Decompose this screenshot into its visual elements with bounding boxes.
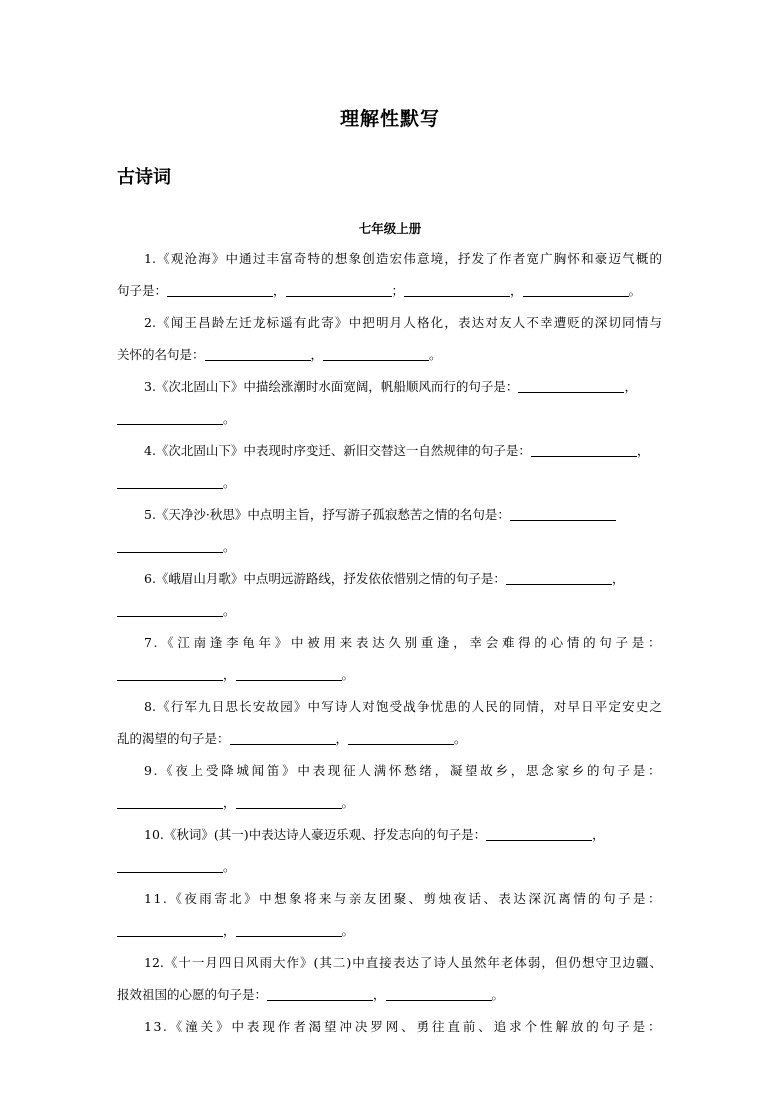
question-list [117,246,662,1078]
answer-line: 。 [117,406,662,432]
question-text: 6.《峨眉山月歌》中点明远游路线，抒发依依惜别之情的句子是： ， [144,571,625,586]
answer-blank[interactable] [117,474,223,489]
question-9 [117,758,662,822]
answer-blank[interactable] [510,506,616,521]
answer-blank[interactable] [117,602,223,617]
question-4 [117,438,662,502]
answer-blank[interactable] [167,282,273,297]
question-5 [117,502,662,566]
question-text: 13.《潼关》中表现作者渴望冲决罗网、勇往直前、追求个性解放的句子是： [144,1019,662,1034]
answer-blank[interactable] [323,346,429,361]
answer-blank[interactable] [506,570,612,585]
answer-blank[interactable] [404,282,510,297]
answer-line: 。 [117,598,662,624]
answer-line: 。 [117,534,662,560]
question-12 [117,950,662,1014]
question-10 [117,822,662,886]
answer-line: ， 。 [117,662,662,688]
answer-line: 。 [117,470,662,496]
question-text: 7.《江南逢李龟年》中被用来表达久别重逢，幸会难得的心情的句子是： [144,635,662,650]
question-text: 12.《十一月四日风雨大作》(其二)中直接表达了诗人虽然年老体弱，但仍想守卫边疆、 [144,955,662,970]
question-text: 9.《夜上受降城闻笛》中表现征人满怀愁绪，凝望故乡，思念家乡的句子是： [144,763,662,778]
answer-line: 句子是： ， ； ， 。 [117,283,642,298]
answer-blank[interactable] [117,922,223,937]
answer-line: ， 。 [117,918,662,944]
answer-line: 报效祖国的心愿的句子是： ， 。 [117,987,505,1002]
answer-line: 乱的渴望的句子是： ， 。 [117,731,467,746]
answer-blank[interactable] [117,858,223,873]
question-text: 1.《观沧海》中通过丰富奇特的想象创造宏伟意境，抒发了作者宽广胸怀和豪迈气概的 [144,251,662,266]
answer-line: 关怀的名句是： ， 。 [117,347,442,362]
question-3 [117,374,662,438]
answer-blank[interactable] [230,730,336,745]
answer-blank[interactable] [486,826,592,841]
question-6 [117,566,662,630]
answer-blank[interactable] [236,794,342,809]
answer-prefix: 关怀的名句是： [117,347,205,362]
page-title: 理解性默写 [339,108,440,130]
section-heading: 古诗词 [117,167,171,188]
question-text: 11.《夜雨寄北》中想象将来与亲友团聚、剪烛夜话、表达深沉离情的句子是： [144,891,662,906]
question-text: 4.《次北固山下》中表现时序变迁、新旧交替这一自然规律的句子是： ， [144,443,650,458]
answer-blank[interactable] [205,346,311,361]
answer-blank[interactable] [117,666,223,681]
answer-blank[interactable] [386,986,492,1001]
question-11 [117,886,662,950]
answer-blank[interactable] [286,282,392,297]
answer-prefix: 乱的渴望的句子是： [117,731,230,746]
answer-line: ， 。 [117,790,662,816]
question-1 [117,246,662,310]
answer-blank[interactable] [531,442,637,457]
answer-blank[interactable] [236,666,342,681]
question-text: 2.《闻王昌龄左迁龙标遥有此寄》中把明月人格化，表达对友人不幸遭贬的深切同情与 [144,315,662,330]
answer-prefix: 报效祖国的心愿的句子是： [117,987,268,1002]
answer-blank[interactable] [518,378,624,393]
question-text: 5.《天净沙·秋思》中点明主旨，抒写游子孤寂愁苦之情的名句是： [117,502,662,528]
answer-blank[interactable] [117,410,223,425]
question-2 [117,310,662,374]
answer-blank[interactable] [236,922,342,937]
answer-blank[interactable] [523,282,629,297]
question-text: 10.《秋词》(其一)中表达诗人豪迈乐观、抒发志向的句子是： ， [144,827,605,842]
question-text: 3.《次北固山下》中描绘涨潮时水面宽阔，帆船顺风而行的句子是： ， [144,379,637,394]
question-text: 8.《行军九日思长安故园》中写诗人对饱受战争忧患的人民的同情，对早日平定安史之 [144,699,662,714]
question-8 [117,694,662,758]
answer-blank[interactable] [117,538,223,553]
question-7 [117,630,662,694]
answer-blank[interactable] [348,730,454,745]
question-13 [117,1014,662,1078]
answer-blank[interactable] [117,794,223,809]
answer-blank[interactable] [267,986,373,1001]
answer-line: 。 [117,854,662,880]
answer-prefix: 句子是： [117,283,168,298]
subsection-heading: 七年级上册 [358,221,422,236]
